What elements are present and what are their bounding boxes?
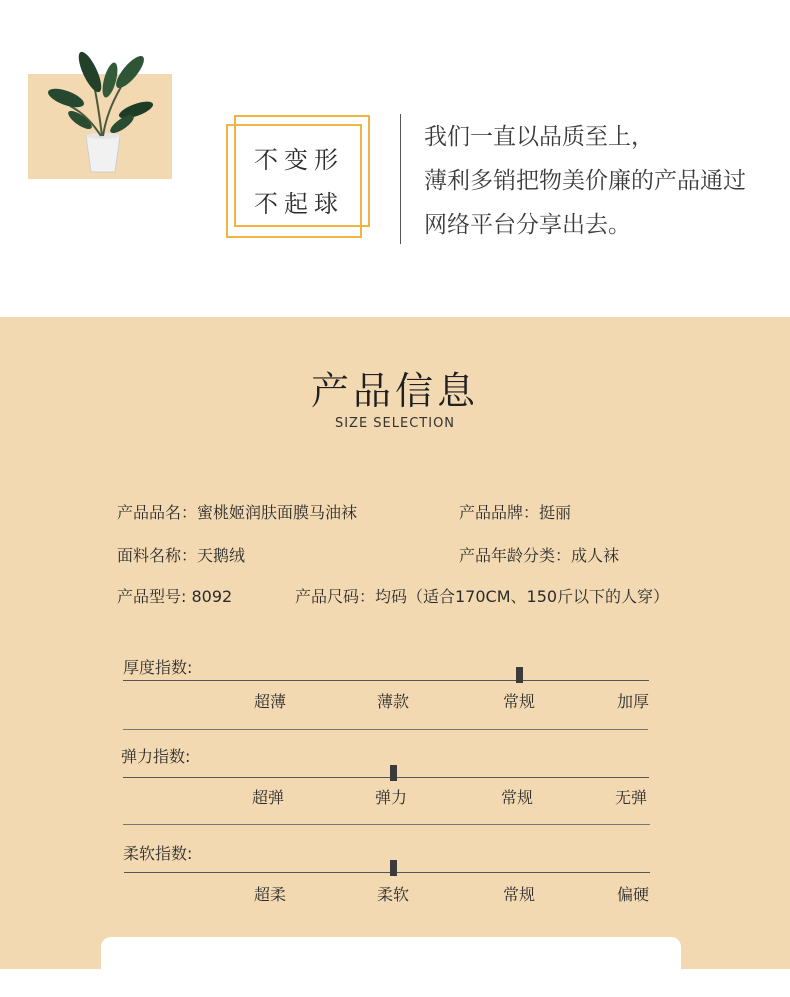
spec-age-category: 产品年龄分类：成人袜 xyxy=(459,546,620,565)
feature-no-deform: 不变形 xyxy=(254,146,344,174)
softness-option: 常规 xyxy=(502,885,535,904)
thickness-option: 薄款 xyxy=(376,692,409,711)
softness-track xyxy=(124,872,650,873)
elasticity-index-label: 弹力指数: xyxy=(121,747,191,766)
softness-option: 超柔 xyxy=(253,885,286,904)
section-title: 产品信息 xyxy=(310,369,479,413)
thickness-track xyxy=(123,680,649,681)
thickness-index-label: 厚度指数: xyxy=(123,658,193,677)
softness-option: 偏硬 xyxy=(616,885,649,904)
softness-option: 柔软 xyxy=(376,885,409,904)
feature-no-pilling: 不起球 xyxy=(254,190,344,218)
slogan-line-3: 网络平台分享出去。 xyxy=(424,212,631,238)
slogan-line-1: 我们一直以品质至上， xyxy=(424,124,654,150)
thickness-option: 加厚 xyxy=(616,692,649,711)
spec-product-name: 产品品名：蜜桃姬润肤面膜马油袜 xyxy=(117,503,358,522)
section-subtitle: SIZE SELECTION xyxy=(334,416,456,431)
softness-index-label: 柔软指数: xyxy=(123,844,193,863)
thickness-option: 超薄 xyxy=(253,692,286,711)
spec-size: 产品尺码：均码（适合170CM、150斤以下的人穿） xyxy=(295,587,670,606)
elasticity-track xyxy=(123,777,649,778)
elasticity-option: 弹力 xyxy=(374,788,407,807)
divider xyxy=(400,114,401,244)
content-card xyxy=(101,937,681,997)
spec-model: 产品型号: 8092 xyxy=(117,587,233,606)
plant-image xyxy=(40,50,160,176)
spec-brand: 产品品牌：挺丽 xyxy=(459,503,572,522)
elasticity-marker xyxy=(390,765,397,781)
softness-marker xyxy=(390,860,397,876)
thickness-option: 常规 xyxy=(502,692,535,711)
spec-fabric: 面料名称：天鹅绒 xyxy=(117,546,246,565)
elasticity-option: 无弹 xyxy=(614,788,647,807)
index-separator xyxy=(123,729,648,730)
elasticity-option: 超弹 xyxy=(251,788,284,807)
index-separator xyxy=(123,824,650,825)
slogan-line-2: 薄利多销把物美价廉的产品通过 xyxy=(424,168,746,194)
thickness-marker xyxy=(516,667,523,683)
elasticity-option: 常规 xyxy=(500,788,533,807)
